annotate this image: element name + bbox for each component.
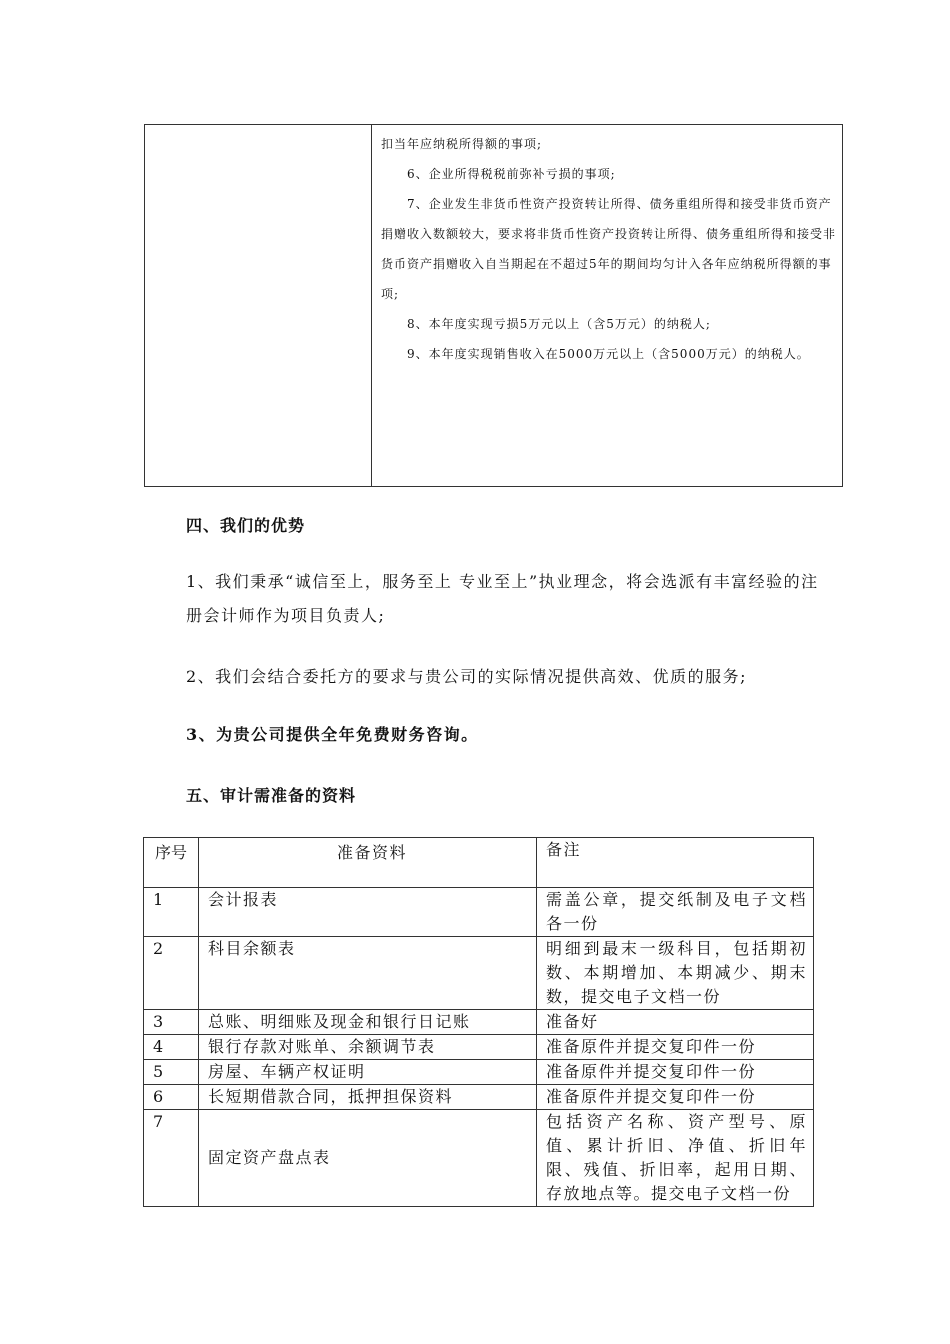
header-no: 序号 bbox=[144, 838, 199, 888]
tax-items-cell bbox=[381, 129, 839, 369]
row-item: 总账、明细账及现金和银行日记账 bbox=[199, 1010, 537, 1035]
section-5-title: 五、审计需准备的资料 bbox=[186, 786, 357, 805]
row-no: 4 bbox=[144, 1035, 199, 1060]
materials-table bbox=[143, 837, 814, 1207]
row-no: 7 bbox=[144, 1110, 199, 1207]
tax-item-line: 扣当年应纳税所得额的事项; bbox=[381, 137, 543, 151]
row-no: 3 bbox=[144, 1010, 199, 1035]
row-note: 准备原件并提交复印件一份 bbox=[537, 1035, 814, 1060]
row-note: 准备原件并提交复印件一份 bbox=[537, 1060, 814, 1085]
header-note: 备注 bbox=[537, 838, 814, 888]
tax-item-line: 8、本年度实现亏损5万元以上（含5万元）的纳税人; bbox=[407, 317, 711, 331]
row-item: 会计报表 bbox=[199, 888, 537, 937]
advantage-item: 1、我们秉承“诚信至上，服务至上 专业至上”执业理念，将会选派有丰富经验的注册会计师作为项目负责人; bbox=[186, 572, 819, 625]
continuation-table bbox=[144, 124, 843, 487]
row-no: 6 bbox=[144, 1085, 199, 1110]
table-divider bbox=[371, 125, 372, 486]
row-no: 5 bbox=[144, 1060, 199, 1085]
tax-item-line: 9、本年度实现销售收入在5000万元以上（含5000万元）的纳税人。 bbox=[407, 347, 810, 361]
tax-item-line: 7、企业发生非货币性资产投资转让所得、债务重组所得和接受非货币资产捐赠收入数额较大，要求将非货币性资产投资转让所得、债务重组所得和接受非货币资产捐赠收入自当期起在不超过5年的期间均匀计入各年应纳税所得额的事项; bbox=[381, 197, 837, 301]
table-row bbox=[144, 937, 814, 1010]
row-no: 1 bbox=[144, 888, 199, 937]
row-item: 科目余额表 bbox=[199, 937, 537, 1010]
section-4-title: 四、我们的优势 bbox=[186, 516, 306, 535]
tax-item-line: 6、企业所得税税前弥补亏损的事项; bbox=[407, 167, 616, 181]
table-row bbox=[144, 1010, 814, 1035]
row-note: 需盖公章，提交纸制及电子文档各一份 bbox=[537, 888, 814, 937]
row-item: 房屋、车辆产权证明 bbox=[199, 1060, 537, 1085]
row-note: 包括资产名称、资产型号、原值、累计折旧、净值、折旧年限、残值、折旧率，起用日期、存放地点等。提交电子文档一份 bbox=[537, 1110, 814, 1207]
row-item: 银行存款对账单、余额调节表 bbox=[199, 1035, 537, 1060]
advantage-item: 2、我们会结合委托方的要求与贵公司的实际情况提供高效、优质的服务; bbox=[186, 667, 748, 686]
table-row bbox=[144, 1085, 814, 1110]
row-item: 长短期借款合同，抵押担保资料 bbox=[199, 1085, 537, 1110]
row-no: 2 bbox=[144, 937, 199, 1010]
table-row bbox=[144, 888, 814, 937]
table-header-row bbox=[144, 838, 814, 888]
header-item: 准备资料 bbox=[199, 838, 537, 888]
row-note: 准备原件并提交复印件一份 bbox=[537, 1085, 814, 1110]
row-item: 固定资产盘点表 bbox=[199, 1110, 537, 1207]
table-row bbox=[144, 1035, 814, 1060]
row-note: 准备好 bbox=[537, 1010, 814, 1035]
row-note: 明细到最末一级科目，包括期初数、本期增加、本期减少、期末数，提交电子文档一份 bbox=[537, 937, 814, 1010]
table-row bbox=[144, 1060, 814, 1085]
table-row bbox=[144, 1110, 814, 1207]
advantage-item: 3、为贵公司提供全年免费财务咨询。 bbox=[186, 725, 479, 744]
